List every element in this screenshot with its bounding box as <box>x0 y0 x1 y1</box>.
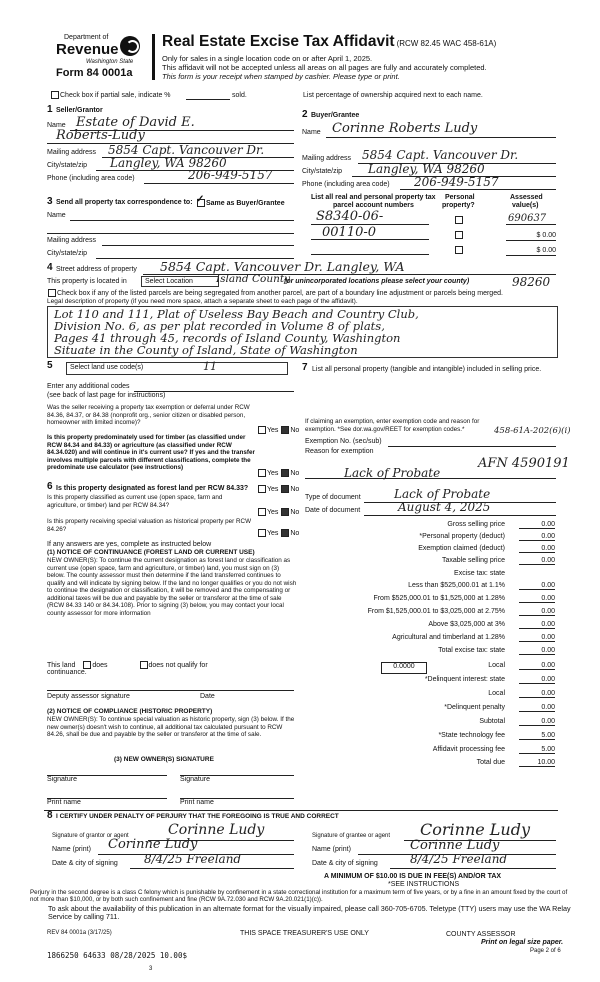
assessed-line-2[interactable] <box>506 240 556 241</box>
tax-row-value[interactable]: 0.00 <box>519 521 555 529</box>
legal-line-2: Division No. 6, as per plat recorded in Volume 8 of plats, <box>54 319 385 333</box>
sec6-q1-answer <box>257 485 299 493</box>
seller-mailing: 5854 Capt. Vancouver Dr. <box>108 143 265 157</box>
tax-row-label: Subtotal <box>479 718 505 725</box>
seller-phone: 206-949-5157 <box>188 168 273 182</box>
continuance-label: continuance. <box>47 669 87 676</box>
assessed-line-3[interactable] <box>506 255 556 256</box>
land-qualify-row <box>47 661 208 669</box>
sec5-q2: Is this property predominately used for timber (as classified under RCW 84.34 and 84.33) or agriculture (as classified under RCW 84.34.020) and will continue in it's current use? If yes and the transfer involves multiple parcels with different classifications, complete the predominate use calculator (see instructions) <box>47 434 255 471</box>
segregated-row <box>47 289 503 297</box>
buyer-phone: 206-949-5157 <box>414 175 499 189</box>
deputy-sig-label: Deputy assessor signature <box>47 693 130 700</box>
tax-row-label: Taxable selling price <box>441 557 505 564</box>
location-select[interactable] <box>141 276 219 287</box>
owner-print-label-2: Print name <box>180 799 214 806</box>
exempt-no-line[interactable] <box>388 446 556 447</box>
sec7-number: 7 <box>302 362 308 373</box>
grantee-date-line[interactable] <box>390 868 556 869</box>
tax-row-label: Local <box>488 662 505 669</box>
tax-row-label: *Personal property (deduct) <box>419 533 505 540</box>
logo-mark-icon <box>120 36 140 56</box>
corr-mailing-line[interactable] <box>102 245 294 246</box>
sec6-q3: Is this property receiving special valuation as historical property per RCW 84.26? <box>47 518 252 533</box>
sec6-q1-yes: Yes <box>267 485 279 493</box>
unincorp-note: for unincorporated locations please select your county) <box>284 278 470 285</box>
tax-row-value[interactable]: 0.00 <box>519 595 555 603</box>
parcel-line-3[interactable] <box>311 254 429 255</box>
located-label: This property is located in <box>47 278 127 285</box>
land-label: This land <box>47 661 76 669</box>
doc-date-label: Date of document <box>305 507 361 514</box>
tax-row-value[interactable]: 0.00 <box>519 621 555 629</box>
notice-1-body: NEW OWNER(S): To continue the current designation as forest land or classification as current use (open space, farm and agriculture, or timber) land, you must sign on (3) below. The county assessor must then determine if the land transferred continues to qualify and will indicate by signing below. If the land no longer qualifies or you do not wish to continue the designation or classification, it will be removed and the compensating or additional taxes will be due and payable by the seller or transferor at the time of sale (RCW 84.33 140 or 84.34.108). Prior to signing (3) below, you may contact your local county assessor for more information <box>47 557 297 617</box>
sec5-q2-no: No <box>290 469 300 477</box>
partial-sale-label: Check box if partial sale, indicate % <box>60 91 171 99</box>
segregated-checkbox[interactable] <box>48 289 56 297</box>
parcel-heading-4: property? <box>442 202 475 209</box>
sold-label: sold. <box>232 92 247 99</box>
sec6-q2: Is this property classified as current use (open space, farm and agriculture, or timber) land per RCW 84.34? <box>47 494 223 509</box>
sec5-q1: Was the seller receiving a property tax exemption or deferral under RCW 84.36, 84.37, or 84.38 (nonprofit org., senior citizen or disabled person, homeowner with limited income)? <box>47 404 250 426</box>
sec5-q1-yes-checkbox[interactable] <box>258 426 266 434</box>
sec6-number: 6 <box>47 481 53 492</box>
tax-row-value[interactable]: 0.00 <box>519 662 555 670</box>
sec6-q2-no: No <box>290 508 300 516</box>
minimum-note: A MINIMUM OF $10.00 IS DUE IN FEE(S) AND/OR TAX <box>324 873 502 880</box>
sec6-q2-yes-checkbox[interactable] <box>258 508 266 516</box>
sec6-q1-no-checkbox[interactable] <box>281 485 289 493</box>
sec7-label: List all personal property (tangible and intangible) included in selling price. <box>312 366 542 373</box>
header-line-1: Only for sales in a single location code on or after April 1, 2025. <box>162 54 373 63</box>
buyer-phone-label: Phone (including area code) <box>302 181 390 188</box>
sec5-q1-no-checkbox[interactable] <box>281 426 289 434</box>
segregated-text: Check box if any of the listed parcels are being segregated from another parcel, are part of a boundary line adjustment or parcels being merged. <box>57 289 503 297</box>
tax-row-label: Exemption claimed (deduct) <box>418 545 505 552</box>
does-not-label: does not qualify for <box>148 661 208 669</box>
land-use-code: 11 <box>203 360 217 373</box>
exempt-code: 458-61A-202(6)(i) <box>494 426 571 436</box>
tax-row <box>300 595 555 607</box>
deputy-date-label: Date <box>200 693 215 700</box>
seller-phone-label: Phone (including area code) <box>47 175 135 182</box>
tax-row <box>300 557 555 569</box>
buyer-name-label: Name <box>302 129 321 136</box>
grantor-name-value: Corinne Ludy <box>108 837 198 852</box>
sec5-q2-yes-checkbox[interactable] <box>258 469 266 477</box>
corr-name-line[interactable] <box>70 220 294 221</box>
tax-row-value[interactable]: 5.00 <box>519 746 555 754</box>
buyer-city-label: City/state/zip <box>302 168 343 175</box>
buyer-name-line[interactable] <box>326 137 556 138</box>
tax-row-value[interactable]: 0.00 <box>519 545 555 553</box>
sec6-q3-answer <box>257 529 299 537</box>
sec6-q2-answer <box>257 508 299 516</box>
tax-row-label: Above $3,025,000 at 3% <box>428 621 505 628</box>
treasurer-use: THIS SPACE TREASURER'S USE ONLY <box>240 930 369 937</box>
same-as-buyer-checkbox[interactable]: ✓ <box>196 194 205 205</box>
grantee-date-label: Date & city of signing <box>312 860 378 867</box>
corr-mailing-label: Mailing address <box>47 237 97 244</box>
assessed-value-2: $ 0.00 <box>536 232 556 239</box>
seller-city-label: City/state/zip <box>47 162 88 169</box>
form-title <box>162 33 496 51</box>
buyer-name: Corinne Roberts Ludy <box>332 121 478 136</box>
partial-sale-row <box>50 91 171 99</box>
sec6-q2-yes: Yes <box>267 508 279 516</box>
tax-row-value[interactable]: 0.00 <box>519 676 555 684</box>
seller-number: 1 <box>47 104 53 115</box>
sec8-divider <box>44 810 558 811</box>
dept-line: Department of <box>64 34 109 41</box>
legal-line-3: Pages 41 through 45, records of Island County, Washington <box>54 331 401 345</box>
parcel-heading-6: value(s) <box>512 202 539 209</box>
seller-city: Langley, WA 98260 <box>110 156 227 170</box>
print-legal: Print on legal size paper. <box>481 939 564 946</box>
street-line[interactable] <box>143 274 556 275</box>
legal-line-4: Situate in the County of Island, State of Washington <box>54 343 358 357</box>
doc-type-label: Type of document <box>305 494 361 501</box>
local-rate-value: 0.0000 <box>393 663 415 670</box>
sec8-number: 8 <box>47 810 53 821</box>
parcel-heading-3: Personal <box>445 194 475 201</box>
certify-statement: I CERTIFY UNDER PENALTY OF PERJURY THAT THE FOREGOING IS TRUE AND CORRECT <box>56 813 339 820</box>
sec4-number: 4 <box>47 262 53 273</box>
corr-name-label: Name <box>47 212 66 219</box>
partial-percent-line[interactable] <box>186 99 230 100</box>
grantor-date-label: Date & city of signing <box>52 860 118 867</box>
receipt-stamp: 1866250 64633 08/28/2025 10.00$ <box>47 951 187 960</box>
owner-sig-label-1: Signature <box>47 776 77 783</box>
assessed-value-1: 690637 <box>508 213 547 224</box>
seller-phone-line[interactable] <box>144 183 294 184</box>
tax-row-label: Less than $525,000.01 at 1.1% <box>408 582 505 589</box>
sec6-q1-no: No <box>290 485 300 493</box>
reason-value: AFN 4590191 <box>478 456 570 471</box>
form-rcw: (RCW 82.45 WAC 458-61A) <box>396 39 497 48</box>
tax-row <box>300 521 555 533</box>
deputy-sig-line[interactable] <box>47 690 294 691</box>
dept-name: Revenue <box>56 41 119 58</box>
tax-row <box>300 746 555 758</box>
street-zip: 98260 <box>512 275 551 289</box>
tax-row-value[interactable]: 0.00 <box>519 582 555 590</box>
exempt-text: If claiming an exemption, enter exemption code and reason for exemption. *See dor.wa.gov/REET for exemption codes.* <box>305 418 480 433</box>
page-number: Page 2 of 6 <box>530 948 561 954</box>
tax-row-label: Local <box>488 690 505 697</box>
sec5-q1-yes: Yes <box>267 426 279 434</box>
sec6-q2-no-checkbox[interactable] <box>281 508 289 516</box>
tax-row-label: Total excise tax: state <box>438 647 505 654</box>
page-mark: 3 <box>149 966 153 972</box>
tax-row <box>300 533 555 545</box>
tax-row <box>300 759 555 771</box>
sec6-q1-yes-checkbox[interactable] <box>258 485 266 493</box>
grantor-date-line[interactable] <box>130 868 294 869</box>
corr-same-row <box>196 194 285 207</box>
header-line-3: This form is your receipt when stamped by cashier. Please type or print. <box>162 72 400 81</box>
tax-row <box>300 704 555 716</box>
tax-row <box>300 676 555 688</box>
tax-row-value[interactable]: 0.00 <box>519 690 555 698</box>
doc-type-value: Lack of Probate <box>394 487 491 501</box>
tax-row <box>300 582 555 594</box>
grantor-name-label: Name (print) <box>52 846 91 853</box>
header-divider <box>152 34 155 80</box>
sec5-q2-no-checkbox[interactable] <box>281 469 289 477</box>
personal-checkbox-2[interactable] <box>455 231 463 239</box>
reason-value-2: Lack of Probate <box>344 466 441 480</box>
sec6-q3-no: No <box>290 529 300 537</box>
legal-box[interactable] <box>47 306 558 358</box>
form-title-text: Real Estate Excise Tax Affidavit <box>162 33 395 50</box>
sec5-q2-yes: Yes <box>267 469 279 477</box>
buyer-phone-line[interactable] <box>400 189 556 190</box>
reason-label: Reason for exemption <box>305 448 374 455</box>
tax-row <box>300 634 555 646</box>
sec5-q1-answer <box>257 426 299 434</box>
revision: REV 84 0001a (3/17/25) <box>47 930 112 936</box>
additional-codes-label: Enter any additional codes <box>47 383 130 390</box>
location-select-label: Select Location <box>145 278 193 285</box>
ownership-note: List percentage of ownership acquired next to each name. <box>303 92 483 99</box>
sec6-q1: Is this property designated as forest land per RCW 84.33? <box>56 485 249 492</box>
land-use-select-label: Select land use code(s) <box>70 364 144 371</box>
parcel-number-1: S8340-06- <box>316 209 384 224</box>
tax-row-label: Affidavit processing fee <box>432 746 505 753</box>
perjury-notice: Perjury in the second degree is a class C felony which is punishable by confinement in a state correctional institution for a maximum term of five years, or by a fine in an amount fixed by the court of not more than $10,000, or by both such confinement and fine (RCW 9A.72.030 and RCW 9A.20.021(1)(c)). <box>30 889 568 903</box>
corr-city-label: City/state/zip <box>47 250 88 257</box>
tax-row-value[interactable]: 10.00 <box>519 759 555 767</box>
legal-label: Legal description of property (if you need more space, attach a separate sheet to each page of the affidavit). <box>47 298 358 305</box>
exempt-no-label: Exemption No. (sec/sub) <box>305 438 382 445</box>
buyer-mailing: 5854 Capt. Vancouver Dr. <box>362 148 519 162</box>
tax-row <box>300 718 555 730</box>
grantor-date-value: 8/4/25 Freeland <box>144 852 242 866</box>
sec5-q2-answer <box>257 469 299 477</box>
parcel-number-2: 00110-0 <box>322 225 377 240</box>
buyer-number: 2 <box>302 109 308 120</box>
parcel-heading-5: Assessed <box>510 194 543 201</box>
notice-2-heading: (2) NOTICE OF COMPLIANCE (HISTORIC PROPERTY) <box>47 708 213 715</box>
sec6-q3-no-checkbox[interactable] <box>281 529 289 537</box>
sec6-q3-yes: Yes <box>267 529 279 537</box>
corr-number: 3 <box>47 196 53 207</box>
header-line-2: This affidavit will not be accepted unless all areas on all pages are fully and accurately completed. <box>162 63 487 72</box>
parcel-heading-2: parcel account numbers <box>333 202 414 209</box>
land-use-select[interactable] <box>66 362 288 375</box>
buyer-mailing-label: Mailing address <box>302 155 352 162</box>
does-label: does <box>92 661 108 669</box>
notice-2-body: NEW OWNER(S): To continue special valuation as historic property, sign (3) below. If the new owner(s) doesn't wish to continue, all additional tax calculated pursuant to RCW 84.26, shall be due and payable by the seller or transferor at the time of sale. <box>47 716 295 738</box>
corr-same-label: Same as Buyer/Grantee <box>206 199 285 207</box>
tax-row-label: *Delinquent penalty <box>444 704 505 711</box>
tax-row-label: *State technology fee <box>438 732 505 739</box>
tax-row-label: From $1,525,000.01 to $3,025,000 at 2.75% <box>367 608 505 615</box>
grantor-sig-label: Signature of grantor or agent <box>52 833 129 839</box>
grantee-sig-label: Signature of grantee or agent <box>312 833 391 839</box>
corr-name-line-2[interactable] <box>47 233 294 234</box>
tax-row-value[interactable]: 5.00 <box>519 732 555 740</box>
see-instructions-note: *SEE INSTRUCTIONS <box>388 881 460 888</box>
tax-row <box>300 647 555 659</box>
tax-row <box>300 662 555 674</box>
county-name: Island County <box>216 273 291 285</box>
tax-row-value[interactable]: 0.00 <box>519 704 555 712</box>
tax-row <box>300 570 555 582</box>
seller-name-1: Estate of David E. <box>76 115 195 130</box>
grantor-sig-value: Corinne Ludy <box>168 822 265 838</box>
sec6-q3-yes-checkbox[interactable] <box>258 529 266 537</box>
legal-line-1: Lot 110 and 111, Plat of Useless Bay Beach and Country Club, <box>54 307 419 321</box>
assessed-line-1[interactable] <box>506 224 556 225</box>
seller-heading: Seller/Grantor <box>56 107 103 114</box>
local-rate-box[interactable] <box>381 662 427 674</box>
notice-3-heading: (3) NEW OWNER(S) SIGNATURE <box>114 756 214 763</box>
owner-print-label-1: Print name <box>47 799 81 806</box>
tax-row-value[interactable]: 0.00 <box>519 557 555 565</box>
form-number: Form 84 0001a <box>56 67 133 79</box>
grantee-date-value: 8/4/25 Freeland <box>410 852 508 866</box>
tax-row-value[interactable]: 0.00 <box>519 634 555 642</box>
seller-name-label: Name <box>47 122 66 129</box>
parcel-heading-1: List all real and personal property tax <box>311 194 436 201</box>
seller-name-2: Roberts-Ludy <box>56 128 145 143</box>
does-not-checkbox[interactable] <box>140 661 148 669</box>
street-address: 5854 Capt. Vancouver Dr. Langley, WA <box>160 259 405 274</box>
dor-logo <box>56 34 146 84</box>
buyer-heading: Buyer/Grantee <box>311 112 360 119</box>
tax-row <box>300 732 555 744</box>
county-assessor: COUNTY ASSESSOR <box>446 931 516 938</box>
grantee-sig-value: Corinne Ludy <box>420 820 531 839</box>
tax-row-label: Agricultural and timberland at 1.28% <box>392 634 505 641</box>
partial-sale-checkbox[interactable] <box>51 91 59 99</box>
tax-row-value[interactable]: 0.00 <box>519 647 555 655</box>
personal-checkbox-1[interactable] <box>455 216 463 224</box>
doc-date-line[interactable] <box>364 515 556 516</box>
doc-date-value: August 4, 2025 <box>398 500 491 514</box>
sec5-q1-no: No <box>290 426 300 434</box>
tax-row-value[interactable]: 0.00 <box>519 608 555 616</box>
street-label: Street address of property <box>56 266 137 273</box>
tax-row-label: Total due <box>476 759 505 766</box>
grantee-name-label: Name (print) <box>312 846 351 853</box>
tax-row <box>300 621 555 633</box>
availability-notice: To ask about the availability of this publication in an alternate format for the visually impaired, please call 360-705-6705. Teletype (TTY) users may use the WA Relay Service by calling 711. <box>48 904 571 921</box>
tax-row-label: From $525,000.01 to $1,525,000 at 1.28% <box>373 595 505 602</box>
tax-row <box>300 545 555 557</box>
notice-1-heading: (1) NOTICE OF CONTINUANCE (FOREST LAND OR CURRENT USE) <box>47 549 255 556</box>
see-instructions: (see back of last page for instructions) <box>47 392 166 399</box>
tax-row-value[interactable]: 0.00 <box>519 718 555 726</box>
owner-sig-label-2: Signature <box>180 776 210 783</box>
tax-row-label: *Delinquent interest: state <box>424 676 505 683</box>
sec5-number: 5 <box>47 360 53 371</box>
tax-row <box>300 690 555 702</box>
tax-row-label: Gross selling price <box>447 521 505 528</box>
does-checkbox[interactable] <box>83 661 91 669</box>
grantee-name-value: Corinne Ludy <box>410 838 500 853</box>
tax-row-label: Excise tax: state <box>454 570 505 577</box>
tax-row <box>300 608 555 620</box>
state-name: Washington State <box>86 59 134 65</box>
assessed-value-3: $ 0.00 <box>536 247 556 254</box>
personal-checkbox-3[interactable] <box>455 246 463 254</box>
seller-mailing-label: Mailing address <box>47 149 97 156</box>
buyer-city: Langley, WA 98260 <box>368 162 485 176</box>
if-yes-note: If any answers are yes, complete as instructed below <box>47 541 212 548</box>
tax-row-value[interactable]: 0.00 <box>519 533 555 541</box>
corr-text: Send all property tax correspondence to: <box>56 199 193 206</box>
